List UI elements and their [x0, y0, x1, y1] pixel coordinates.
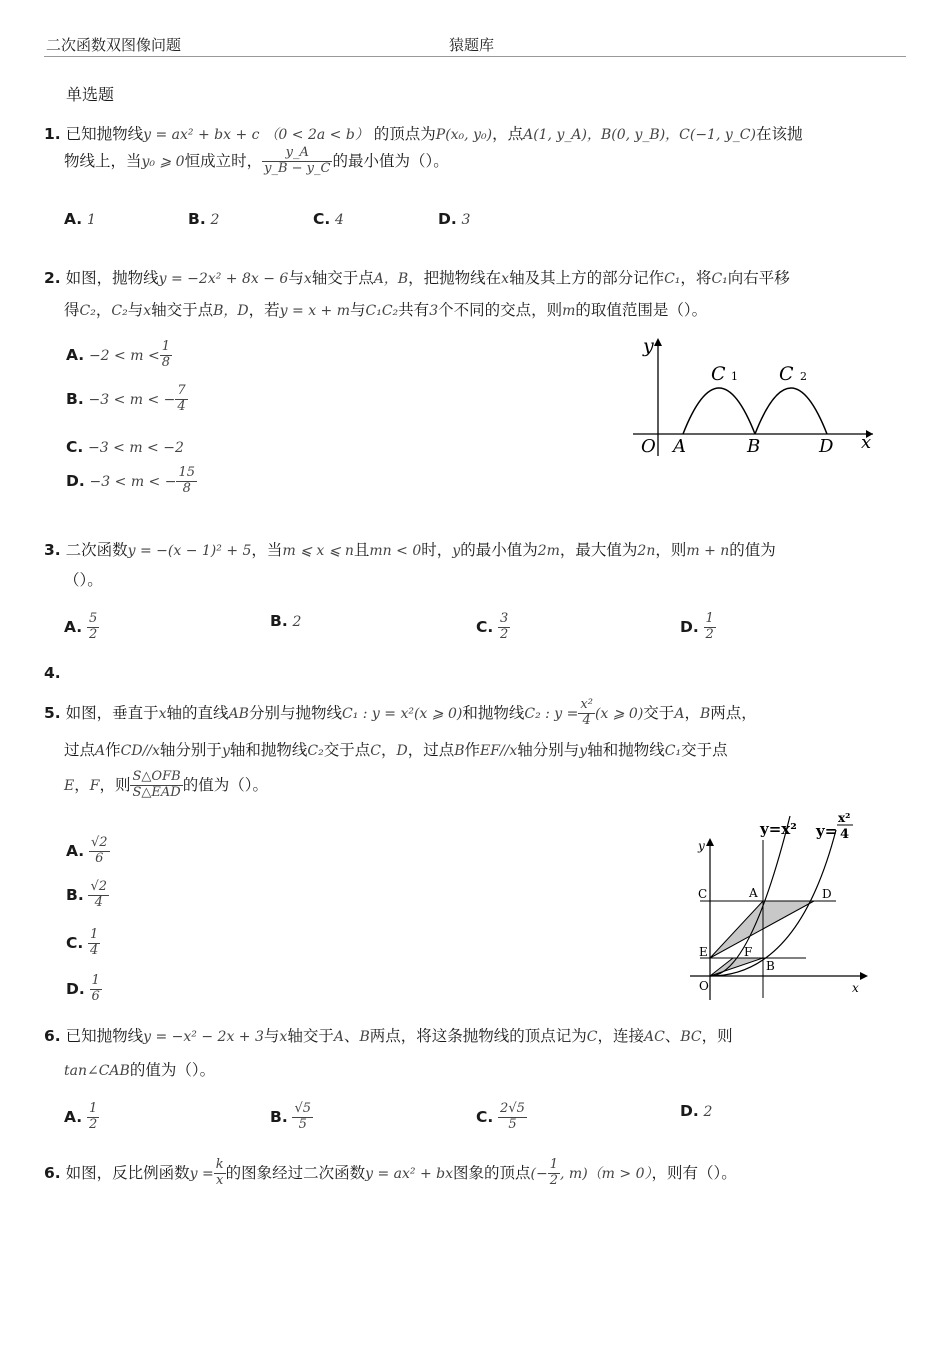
q6-option-d[interactable]: D. 2 — [680, 1102, 713, 1120]
q3-option-a[interactable]: A. $\frac{5}{2}$ — [64, 611, 98, 642]
q7-number: 6. — [44, 1163, 61, 1182]
fig-c2-sub: 2 — [800, 370, 807, 383]
q5-option-d[interactable]: D. $\frac{1}{6}$ — [66, 973, 100, 1004]
q3-line2: （）。 — [64, 571, 103, 589]
curve-c1 — [683, 388, 755, 434]
q5-line2: 过点A作CD//x轴分别于y轴和抛物线C₂交于点C，D，过点B作EF//x轴分别与y轴和抛物线C₁交于点 — [64, 741, 728, 759]
q4-number: 4. — [44, 664, 61, 682]
curve-c2 — [755, 388, 827, 434]
fig-a-label: A — [673, 436, 686, 457]
q1-text: 的最小值为（）。 — [332, 151, 449, 170]
x-axis-arrow — [860, 972, 868, 980]
q2-figure — [625, 330, 885, 460]
q1-option-c[interactable]: C. 4 — [313, 210, 344, 228]
fig-e-label: E — [699, 945, 708, 959]
q1-math: y = ax² + bx + c — [143, 127, 260, 143]
q6-option-c[interactable]: C. $\frac{2√5}{5}$ — [476, 1101, 525, 1132]
q5-figure — [686, 810, 876, 1006]
q1-option-d[interactable]: D. 3 — [438, 210, 471, 228]
fig-c2-label: C — [779, 363, 794, 385]
q5-option-a[interactable]: A. $\frac{√2}{6}$ — [66, 835, 108, 866]
q1-text: 在该抛 — [755, 125, 803, 143]
header-source: 猿题库 — [449, 36, 495, 54]
q2-option-c[interactable]: C. −3 < m < −2 — [66, 438, 184, 456]
q1-line1 — [44, 122, 802, 144]
fig-b-label: B — [766, 959, 775, 973]
fig-o-label: O — [641, 436, 656, 457]
q1-math: P(x₀, y₀) — [435, 127, 493, 143]
fig-label-c2: y= — [816, 822, 838, 840]
fig-label-c2-num: x² — [838, 811, 851, 825]
y-axis-arrow — [654, 338, 662, 346]
fig-c-label: C — [698, 887, 708, 901]
q1-text: 的顶点为 — [373, 125, 436, 143]
q1-math: A(1, y_A)，B(0, y_B)，C(−1, y_C) — [523, 127, 756, 143]
q1-text: 物线上，当 — [64, 151, 142, 170]
q1-option-b[interactable]: B. 2 — [188, 210, 220, 228]
fig-c1-label: C — [711, 363, 726, 385]
q2-number: 2. — [44, 269, 61, 287]
section-title: 单选题 — [66, 85, 115, 104]
q1-line2 — [64, 146, 449, 177]
fig-a-label: A — [749, 886, 758, 900]
fig-y-label: y — [698, 839, 705, 853]
q6-line1: 6. 已知抛物线y = −x² − 2x + 3与x轴交于A、B两点，将这条抛物线的顶点记为C，连接AC、BC，则 — [44, 1027, 733, 1045]
q2-line1: 2. 如图，抛物线y = −2x² + 8x − 6与x轴交于点A，B，把抛物线在x轴及其上方的部分记作C₁，将C₁向右平移 — [44, 269, 790, 287]
q2-option-d[interactable]: D. −3 < m < − $\frac{15}{8}$ — [66, 465, 195, 496]
q3-line1: 3. 二次函数y = −(x − 1)² + 5，当m ⩽ x ⩽ n且mn < 0时，y的最小值为2m，最大值为2n，则m + n的值为 — [44, 541, 776, 559]
q1-frac-num: y_A — [262, 146, 332, 162]
fig-y-label: y — [643, 335, 654, 357]
q7-line1: 6. 如图，反比例函数y = $\frac{k}{x}$ 的图象经过二次函数y = ax² + bx图象的顶点(− $\frac{1}{2}$ , m)（m > 0），则有（）。 — [44, 1157, 737, 1188]
q3-number: 3. — [44, 541, 61, 559]
q6-number: 6. — [44, 1027, 61, 1045]
q1-option-a[interactable]: A. 1 — [64, 210, 96, 228]
q3-option-b[interactable]: B. 2 — [270, 612, 302, 630]
triangle-ofb — [710, 958, 763, 976]
q1-math: （0 < 2a < b） — [264, 127, 369, 143]
fig-label-c1: y=x² — [760, 820, 797, 838]
q5-line3: E，F，则 $\frac{\text{S△OFB}}{\text{S△EAD}}$ 的值为（）。 — [64, 769, 268, 800]
q3-option-c[interactable]: C. $\frac{3}{2}$ — [476, 611, 509, 642]
fig-x-label: x — [861, 432, 872, 453]
header-divider — [44, 56, 906, 57]
q2-line2: 得C₂，C₂与x轴交于点B，D，若y = x + m与C₁C₂共有3个不同的交点，则m的取值范围是（）。 — [64, 301, 708, 319]
fig-b-label: B — [747, 436, 761, 457]
fig-x-label: x — [852, 981, 859, 995]
q3-option-d[interactable]: D. $\frac{1}{2}$ — [680, 611, 714, 642]
q1-text: ，点 — [492, 125, 524, 143]
q5-option-c[interactable]: C. $\frac{1}{4}$ — [66, 927, 99, 958]
fig-label-c2-den: 4 — [840, 827, 850, 842]
q1-text: 恒成立时， — [184, 151, 263, 170]
q1-frac-den: y_B − y_C — [264, 160, 331, 176]
header-title: 二次函数双图像问题 — [46, 36, 182, 54]
q5-option-b[interactable]: B. $\frac{√2}{4}$ — [66, 879, 108, 910]
q6-option-b[interactable]: B. $\frac{√5}{5}$ — [270, 1101, 312, 1132]
q6-option-a[interactable]: A. $\frac{1}{2}$ — [64, 1101, 98, 1132]
fig-f-label: F — [744, 945, 753, 959]
q1-number: 1. — [44, 125, 61, 143]
q1-math: y₀ ⩾ 0 — [141, 153, 185, 170]
q1-text: 已知抛物线 — [65, 125, 144, 143]
fig-d-label: D — [822, 887, 832, 901]
q5-number: 5. — [44, 703, 61, 722]
y-axis-arrow — [706, 838, 714, 846]
q6-line2: tan∠CAB的值为（）。 — [64, 1061, 216, 1079]
q2-option-a[interactable]: A. −2 < m < $\frac{1}{8}$ — [66, 339, 170, 370]
fig-d-label: D — [819, 436, 834, 457]
q2-option-b[interactable]: B. −3 < m < − $\frac{7}{4}$ — [66, 383, 186, 414]
q1-fraction — [262, 146, 332, 177]
q5-line1: 5. 如图，垂直于x轴的直线AB分别与抛物线C₁ : y = x²(x ⩾ 0)和抛物线C₂ : y = $\frac{\text{x²}}{4}$ (x ⩾ 0)交于A，B两点， — [44, 697, 757, 728]
fig-c1-sub: 1 — [731, 370, 738, 383]
fig-o-label: O — [699, 979, 709, 993]
